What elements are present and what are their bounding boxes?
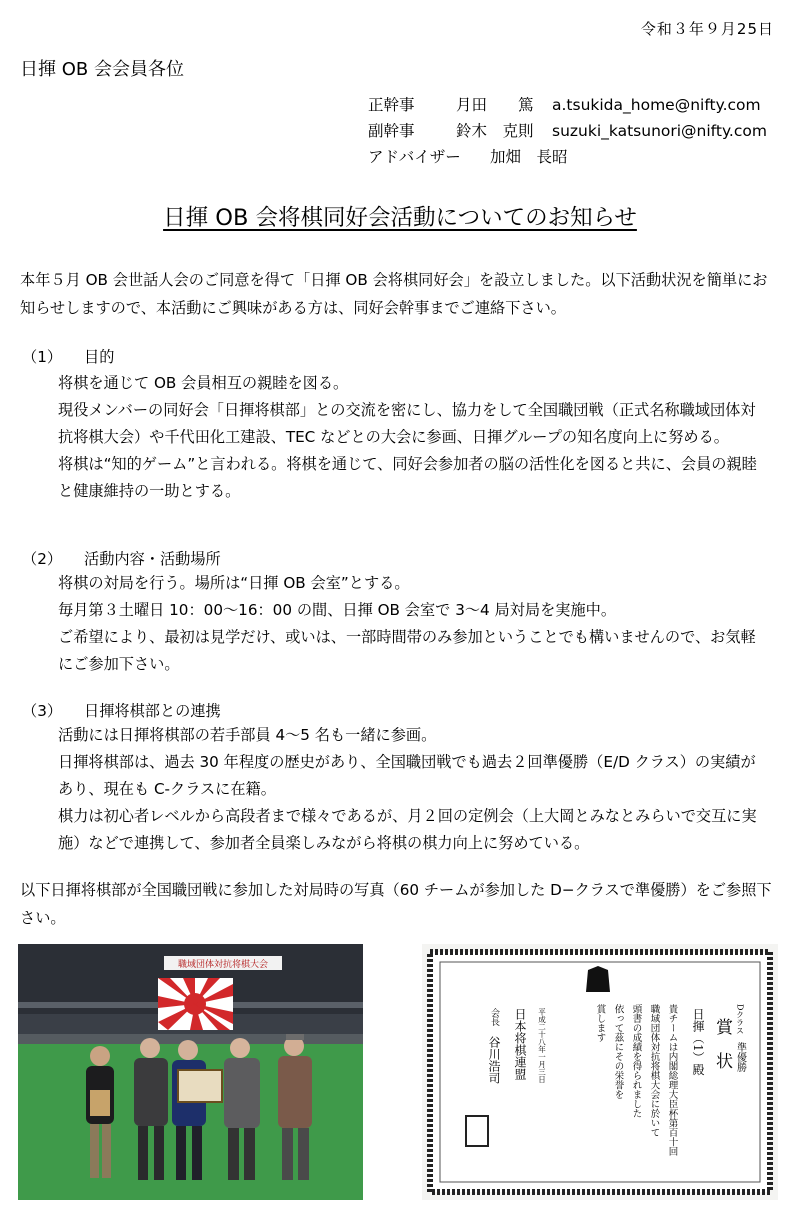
contact-role: 副幹事	[368, 122, 415, 140]
section-title: 活動内容・活動場所	[84, 550, 221, 568]
section-paragraph: 日揮将棋部は、過去 30 年程度の歴史があり、全国職団戦でも過去２回準優勝（E/D クラス）の実績があり、現在も C-クラスに在籍。	[58, 753, 756, 798]
section-number: （1）	[22, 348, 63, 366]
tournament-photo	[18, 944, 363, 1200]
section-paragraph: 棋力は初心者レベルから高段者まで様々であるが、月２回の定例会（上大岡とみなとみらいで交互に実施）などで連携して、参加者全員楽しみながら将棋の棋力向上に努めている。	[58, 807, 757, 852]
section-heading-purpose	[22, 346, 114, 367]
rising-sun-flag-icon	[158, 978, 233, 1030]
document-date: 令和３年９月25日	[640, 20, 774, 38]
addressee: 日揮 OB 会会員各位	[20, 59, 184, 80]
contact-name: 加畑 長昭	[490, 148, 568, 166]
section-paragraph: 将棋を通じて OB 会員相互の親睦を図る。	[58, 374, 349, 392]
certificate-award: 準優勝	[734, 1042, 746, 1072]
certificate-line: 頭書の成績を得られました	[630, 1004, 642, 1118]
banner-text: 職域団体対抗将棋大会	[177, 960, 269, 970]
certificate-president-label: 会長	[489, 1008, 499, 1026]
certificate-date: 平成二十八年一月三日	[537, 1008, 547, 1083]
intro-paragraph: 本年５月 OB 会世話人会のご同意を得て「日揮 OB 会将棋同好会」を設立しました。以下活動状況を簡単にお知らせしますので、本活動にご興味がある方は、同好会幹事までご連絡下さい。	[20, 271, 768, 317]
contact-name: 月田 篤	[456, 96, 534, 114]
section-paragraph: 毎月第３土曜日 10：00～16：00 の間、日揮 OB 会室で 3～4 局対局を実施中。	[58, 601, 617, 619]
contact-name: 鈴木 克則	[456, 122, 534, 140]
section-body-activities	[58, 570, 770, 678]
contact-row-advisor	[368, 144, 767, 170]
tournament-photo-image	[18, 944, 363, 1200]
section-paragraph: 将棋は“知的ゲーム”と言われる。将棋を通じて、同好会参加者の脳の活性化を図ると共に、会員の親睦と健康維持の一助とする。	[58, 455, 757, 500]
section-title: 目的	[84, 348, 115, 366]
contact-list	[368, 92, 767, 170]
award-certificate	[422, 944, 778, 1200]
certificate-image	[422, 944, 778, 1200]
certificate-class: Dクラス	[735, 1004, 745, 1035]
certificate-line: 職域団体対抗将棋大会に於いて	[648, 1004, 660, 1137]
section-body-purpose	[58, 370, 770, 505]
section-paragraph: 活動には日揮将棋部の若手部員 4～5 名も一緒に参画。	[58, 726, 437, 744]
contact-email[interactable]: suzuki_katsunori@nifty.com	[552, 122, 767, 140]
certificate-organization: 日本将棋連盟	[513, 1008, 527, 1080]
certificate-line: 貴チームは内閣総理大臣杯第百十回	[666, 1004, 678, 1156]
contact-role: 正幹事	[368, 96, 415, 114]
section-paragraph: 現役メンバーの同好会「日揮将棋部」との交流を密にし、協力をして全国職団戦（正式名称職域団体対抗将棋大会）や千代田化工建設、TEC などとの大会に参画、日揮グループの知名度向上に努める。	[58, 401, 756, 446]
section-number: （2）	[22, 550, 63, 568]
section-number: （3）	[22, 702, 63, 720]
section-body-collaboration	[58, 722, 770, 857]
section-paragraph: 将棋の対局を行う。場所は“日揮 OB 会室”とする。	[58, 574, 410, 592]
certificate-line: 依って茲にその栄誉を	[612, 1004, 624, 1099]
certificate-title: 賞 状	[712, 1018, 732, 1069]
document-title: 日揮 OB 会将棋同好会活動についてのお知らせ	[163, 205, 637, 231]
section-title: 日揮将棋部との連携	[84, 702, 221, 720]
section-heading-collaboration	[22, 700, 221, 721]
section-heading-activities	[22, 548, 221, 569]
closing-paragraph: 以下日揮将棋部が全国職団戦に参加した対局時の写真（60 チームが参加した D−クラスで準優勝）をご参照下さい。	[20, 881, 772, 927]
contact-role: アドバイザー	[368, 148, 461, 166]
shogi-piece-emblem-icon	[586, 966, 610, 992]
certificate-president-name: 谷川浩司	[487, 1036, 501, 1084]
contact-row-secretary	[368, 92, 767, 118]
certificate-team: 日揮（1）殿	[691, 1008, 705, 1076]
contact-email[interactable]: a.tsukida_home@nifty.com	[552, 96, 761, 114]
certificate-line: 賞します	[594, 1004, 606, 1042]
contact-row-vice-secretary	[368, 118, 767, 144]
section-paragraph: ご希望により、最初は見学だけ、或いは、一部時間帯のみ参加ということでも構いませんので、お気軽にご参加下さい。	[58, 628, 756, 673]
